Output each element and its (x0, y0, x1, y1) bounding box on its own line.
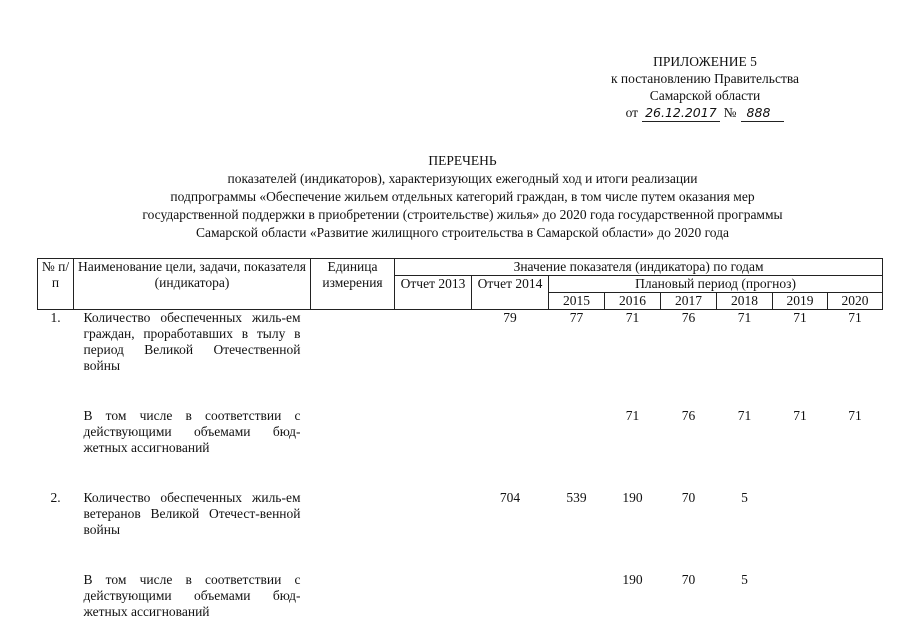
value-2016: 71 (625, 408, 640, 423)
value-2018: 5 (741, 572, 748, 587)
title-heading: ПЕРЕЧЕНЬ (428, 153, 497, 168)
row-spacer (38, 538, 883, 572)
indicator-name: Количество обеспеченных жиль-ем ветеранов Великой Отечест-венной войны (83, 490, 301, 537)
value-2017: 76 (681, 310, 696, 325)
header-values: Значение показателя (индикатора) по годам (395, 259, 883, 276)
header-year: 2019 (773, 293, 828, 310)
value-2013 (395, 572, 472, 620)
table-row (38, 572, 883, 620)
title-line-1: показателей (индикаторов), характеризующих ежегодный ход и итоги реализации (227, 171, 698, 186)
header-name: Наименование цели, задачи, показателя (индикатора) (74, 259, 311, 310)
resolution-number: 888 (741, 104, 785, 122)
appendix-resolution: к постановлению Правительства (610, 71, 800, 86)
row-number: 1. (50, 310, 61, 325)
row-number (38, 572, 74, 620)
value-2017: 76 (681, 408, 696, 423)
value-2019: 71 (793, 408, 807, 423)
header-year: 2016 (605, 293, 661, 310)
value-2016: 71 (625, 310, 640, 325)
unit-cell (311, 572, 395, 620)
value-2019: 71 (793, 310, 807, 325)
indicator-name: В том числе в соответствии с действующими объемами бюд-жетных ассигнований (83, 572, 301, 619)
title-line-3: государственной поддержки в приобретении (строительстве) жилья» до 2020 года государственной программы (142, 207, 783, 222)
table-row (38, 310, 883, 375)
header-year: 2017 (661, 293, 717, 310)
indicator-name: Количество обеспеченных жиль-ем граждан, проработавших в тылу в период Великой Отечественной войны (83, 310, 301, 373)
value-2015: 539 (566, 490, 587, 505)
header-year: 2018 (717, 293, 773, 310)
value-2018: 71 (737, 408, 752, 423)
row-spacer (38, 374, 883, 408)
appendix-date-line (560, 104, 850, 122)
header-unit: Единица измерения (311, 259, 395, 310)
row-spacer (38, 456, 883, 490)
table-row (38, 408, 883, 456)
value-2020: 71 (848, 310, 862, 325)
indicators-table (37, 258, 883, 620)
value-2020: 71 (848, 408, 862, 423)
value-2013 (395, 310, 472, 375)
row-number: 2. (50, 490, 61, 505)
value-2013 (395, 408, 472, 456)
indicator-name: В том числе в соответствии с действующими объемами бюд-жетных ассигнований (83, 408, 301, 455)
title-line-2: подпрограммы «Обеспечение жильем отдельных категорий граждан, в том числе путем оказания мер (170, 189, 755, 204)
value-2014: 704 (499, 490, 521, 505)
resolution-date: 26.12.2017 (642, 104, 720, 122)
number-label: № (723, 105, 737, 120)
value-2019 (773, 572, 828, 620)
value-2013 (395, 490, 472, 538)
value-2020 (828, 572, 883, 620)
unit-cell (311, 490, 395, 538)
value-2016: 190 (622, 490, 643, 505)
table-row (38, 490, 883, 538)
header-year: 2020 (828, 293, 883, 310)
value-2017: 70 (681, 490, 696, 505)
value-2020 (828, 490, 883, 538)
unit-cell (311, 408, 395, 456)
value-2015 (549, 408, 605, 456)
header-report-2014: Отчет 2014 (472, 276, 549, 310)
value-2014: 79 (503, 310, 517, 325)
header-no: № п/п (38, 259, 74, 310)
appendix-title: ПРИЛОЖЕНИЕ 5 (653, 54, 757, 69)
header-plan: Плановый период (прогноз) (549, 276, 883, 293)
from-label: от (625, 105, 639, 120)
row-number (38, 408, 74, 456)
appendix-block (560, 53, 850, 122)
value-2016: 190 (622, 572, 643, 587)
document-title (40, 152, 885, 242)
header-report-2013: Отчет 2013 (395, 276, 472, 310)
value-2014 (472, 572, 549, 620)
unit-cell (311, 310, 395, 375)
value-2015: 77 (569, 310, 584, 325)
value-2015 (549, 572, 605, 620)
title-line-4: Самарской области «Развитие жилищного строительства в Самарской области» до 2020 года (195, 225, 729, 240)
appendix-region: Самарской области (649, 88, 761, 103)
value-2019 (773, 490, 828, 538)
value-2018: 71 (737, 310, 752, 325)
value-2018: 5 (741, 490, 748, 505)
value-2014 (472, 408, 549, 456)
header-year: 2015 (549, 293, 605, 310)
value-2017: 70 (681, 572, 696, 587)
